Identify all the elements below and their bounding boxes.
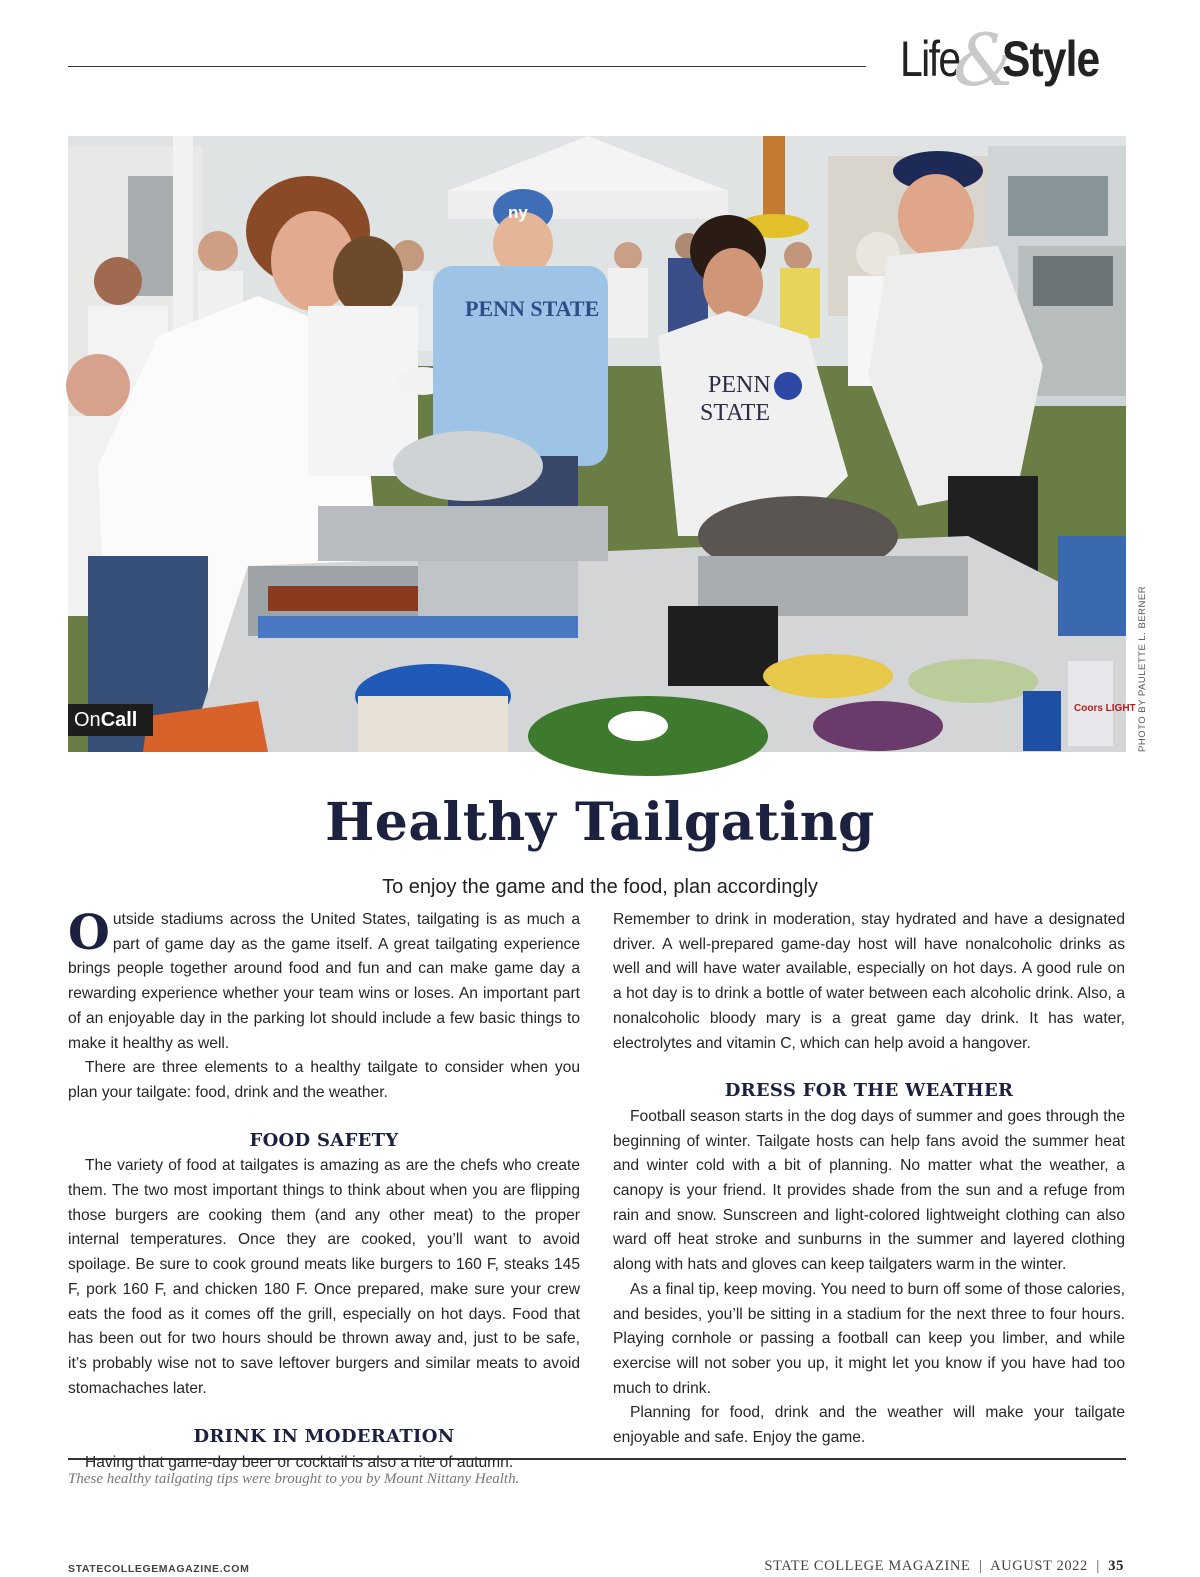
photo-credit: PHOTO BY PAULETTE L. BERNER	[1137, 585, 1148, 752]
subhead-drink-moderation: DRINK IN MODERATION	[193, 1426, 455, 1448]
header-rule	[68, 66, 866, 67]
sponsor-note: These healthy tailgating tips were brought to you by Mount Nittany Health.	[68, 1471, 520, 1487]
paragraph-drink-start: Having that game-day beer or cocktail is also a rite of autumn.	[85, 1454, 514, 1472]
section-title-ampersand: &	[953, 18, 1018, 102]
column-left	[68, 905, 580, 1476]
footer-rule	[68, 1458, 1126, 1460]
footer-separator-1: |	[978, 1558, 983, 1574]
shirt-text-penn-state: PENN STATE	[465, 296, 600, 321]
oncall-call: Call	[100, 709, 138, 731]
paragraph-elements: There are three elements to a healthy tailgate to consider when you plan your tailgate: food, drink and the weather.	[68, 1059, 580, 1101]
page-number: 35	[1108, 1558, 1124, 1574]
paragraph-food-safety: The variety of food at tailgates is amazing as are the chefs who create them. The two most important things to think about when you are flipping those burgers are cooking them (and any other meat) to the proper internal temperatures. Once they are cooked, you’ll want to avoid spoilage. Be sure to cook ground meats like burgers to 160 F, steaks 145 F, pork 160 F, and chicken 180 F. Once prepared, make sure your crew eats the food as it comes off the grill, especially on hot days. Food that has been out for two hours should be thrown away and, just to be safe, it’s probably wise not to save leftover burgers and similar meats to avoid stomachaches later.	[68, 1157, 580, 1397]
footer-issue: AUGUST 2022	[990, 1558, 1088, 1574]
section-title	[898, 18, 1138, 102]
section-title-style: Style	[1002, 31, 1100, 87]
article-headline: Healthy Tailgating	[325, 792, 875, 853]
tailgate-photo	[68, 136, 1136, 752]
footer-folio	[764, 1558, 1124, 1575]
footer-separator-2: |	[1096, 1558, 1100, 1574]
subhead-dress-weather: DRESS FOR THE WEATHER	[724, 1080, 1014, 1102]
paragraph-intro-text: utside stadiums across the United States, tailgating is as much a part of game day as the game itself. A great tailgating experience brings people together around food and fun and can make game day a rewarding experience whether your team wins or loses. An important part of an enjoyable day in the parking lot should include a few basic things to make it healthy as well.	[68, 911, 580, 1052]
can-text: Coors LIGHT	[1074, 703, 1136, 714]
paragraph-closing: Planning for food, drink and the weather will make your tailgate enjoyable and safe. Enjoy the game.	[613, 1404, 1125, 1447]
oncall-label	[68, 704, 153, 736]
paragraph-keep-moving: As a final tip, keep moving. You need to burn off some of those calories, and besides, you’ll be sitting in a stadium for the next three to four hours. Playing cornhole or passing a football can keep you limber, and while exercise will not sober you up, it might let you know if you have had too much to drink.	[613, 1280, 1125, 1397]
footer-website: STATECOLLEGEMAGAZINE.COM	[68, 1563, 250, 1575]
paragraph-intro	[68, 905, 580, 1056]
cap-logo-text: ny	[508, 203, 528, 222]
shirt-text-penn: PENN	[708, 372, 771, 398]
oncall-on: On	[74, 709, 101, 731]
shirt-text-state: STATE	[700, 400, 771, 426]
section-title-life: Life	[900, 31, 960, 87]
column-right	[613, 908, 1125, 1451]
footer-magazine: STATE COLLEGE MAGAZINE	[764, 1558, 971, 1574]
subhead-food-safety: FOOD SAFETY	[249, 1129, 399, 1151]
article-deck: To enjoy the game and the food, plan accordingly	[382, 876, 818, 898]
paragraph-weather: Football season starts in the dog days of summer and goes through the beginning of winter. Tailgate hosts can help fans avoid the summer heat and winter cold with a bit of planning. No matter what the weather, a canopy is your friend. It provides shade from the sun and a refuge from rain and snow. Sunscreen and light-colored lightweight clothing can also ward off heat stroke and sunburns in the summer and layered clothing along with hats and gloves can keep tailgaters warm in the winter.	[613, 1107, 1125, 1274]
drop-cap: O	[68, 905, 110, 961]
paragraph-drink-continued: Remember to drink in moderation, stay hydrated and have a designated driver. A well-prepared game-day host will have nonalcoholic drinks as well and will have water available, especially on hot days. A good rule on a hot day is to drink a bottle of water between each alcoholic drink. Also, a nonalcoholic bloody mary is a great game day drink. It has water, electrolytes and vitamin C, which can help avoid a hangover.	[613, 911, 1125, 1052]
